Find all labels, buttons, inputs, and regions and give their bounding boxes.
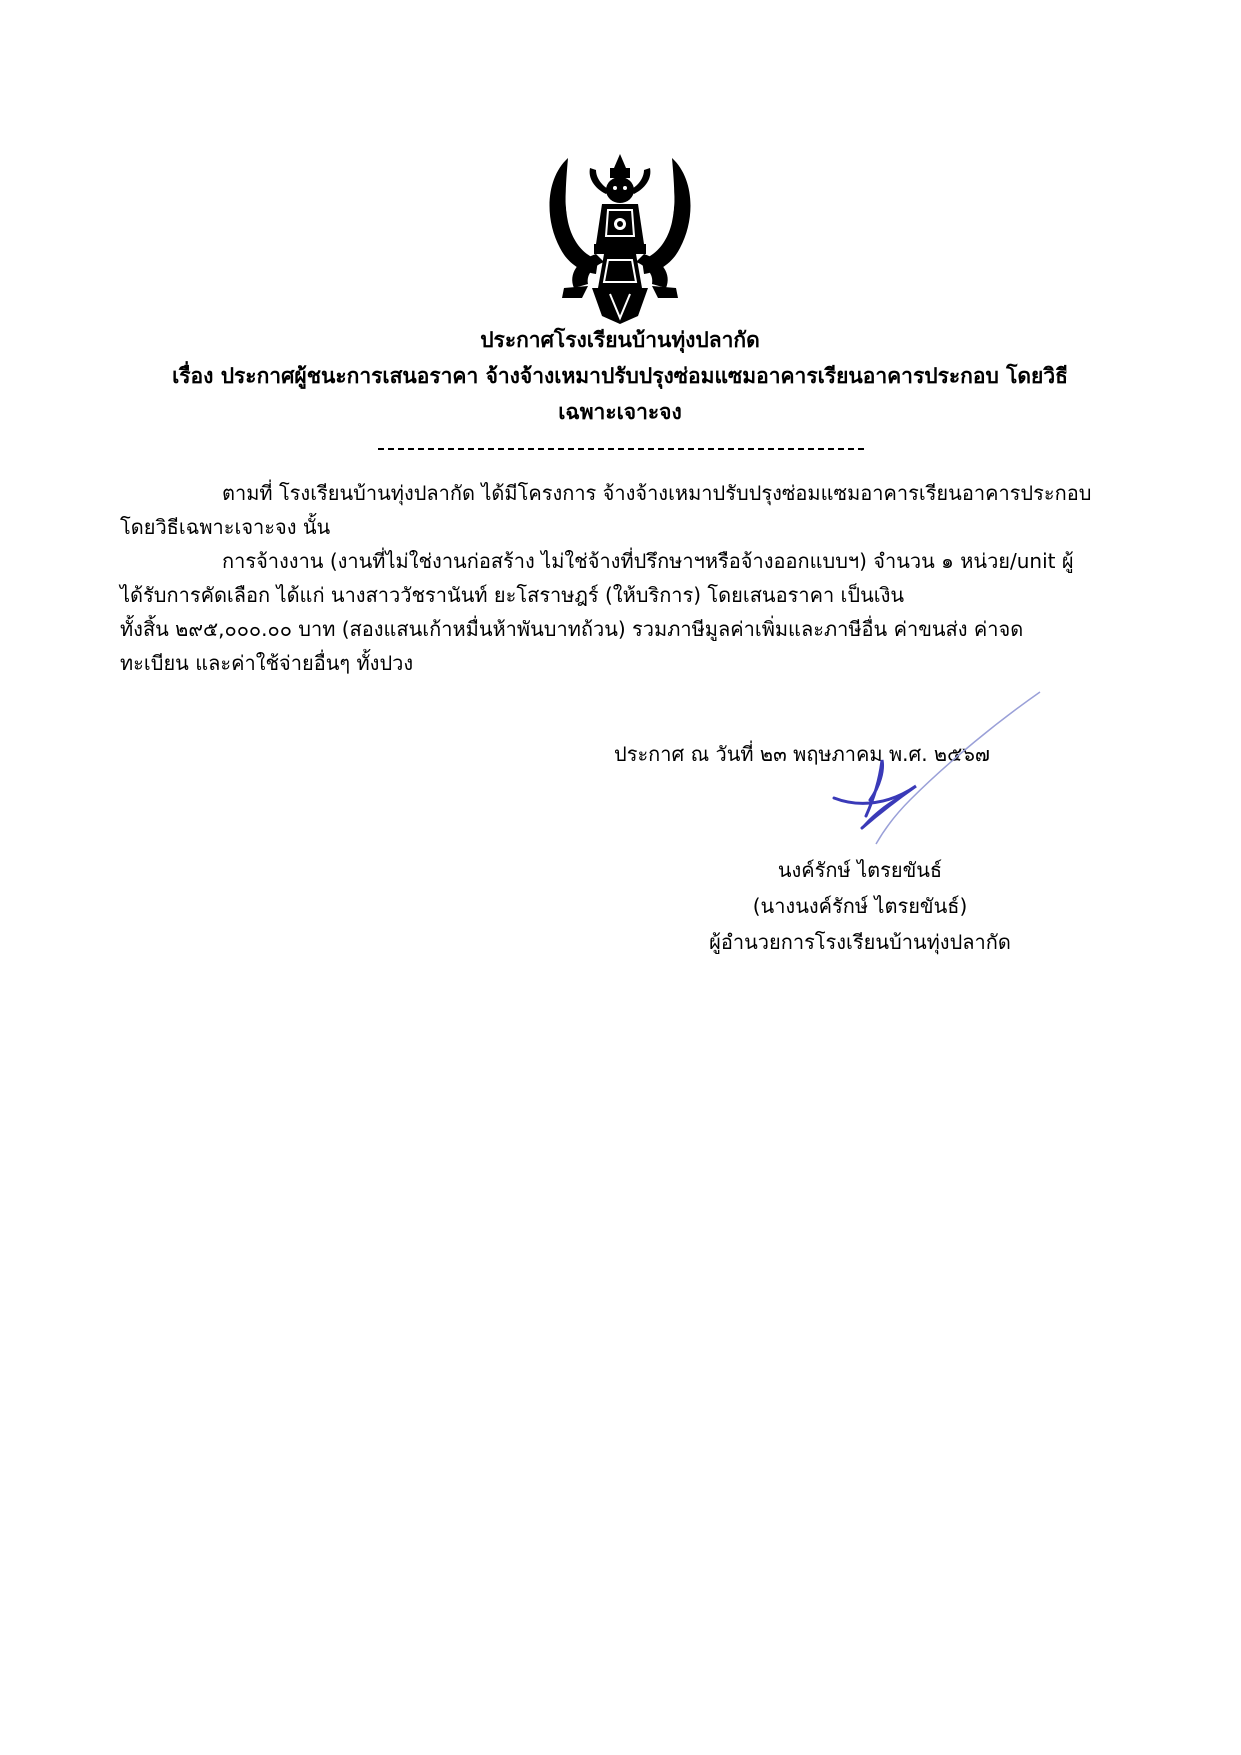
paragraph-2-line-3: ทั้งสิ้น ๒๙๕,๐๐๐.๐๐ บาท (สองแสนเก้าหมื่นห้าพันบาทถ้วน) รวมภาษีมูลค่าเพิ่มและภาษีอื่น ค่าขนส่ง ค่าจด bbox=[120, 617, 1024, 641]
paragraph-2-line-2: ได้รับการคัดเลือก ได้แก่ นางสาววัชรานันท์ ยะโสราษฎร์ (ให้บริการ) โดยเสนอราคา เป็นเงิน bbox=[120, 583, 905, 607]
title-line-1: ประกาศโรงเรียนบ้านทุ่งปลากัด bbox=[480, 328, 760, 352]
title-line-2: เรื่อง ประกาศผู้ชนะการเสนอราคา จ้างจ้างเหมาปรับปรุงซ่อมแซมอาคารเรียนอาคารประกอบ โดยวิธี bbox=[172, 364, 1068, 388]
signer-name: นงค์รักษ์ ไตรยขันธ์ bbox=[777, 858, 943, 882]
paragraph-2-line-4: ทะเบียน และค่าใช้จ่ายอื่นๆ ทั้งปวง bbox=[120, 651, 414, 675]
announcement-date: ประกาศ ณ วันที่ ๒๓ พฤษภาคม พ.ศ. ๒๕๖๗ bbox=[614, 742, 990, 766]
title-line-3: เฉพาะเจาะจง bbox=[558, 400, 682, 424]
document-body bbox=[120, 476, 1110, 680]
handwritten-signature-icon bbox=[800, 690, 1050, 850]
title-divider bbox=[378, 448, 864, 450]
paragraph-1-line-1: ตามที่ โรงเรียนบ้านทุ่งปลากัด ได้มีโครงการ จ้างจ้างเหมาปรับปรุงซ่อมแซมอาคารเรียนอาคารประกอบ bbox=[222, 481, 1092, 505]
paragraph-1-line-2: โดยวิธีเฉพาะเจาะจง นั้น bbox=[120, 515, 331, 539]
garuda-emblem-icon bbox=[538, 148, 702, 324]
paragraph-2-line-1: การจ้างงาน (งานที่ไม่ใช่งานก่อสร้าง ไม่ใช่จ้างที่ปรึกษาฯหรือจ้างออกแบบฯ) จำนวน ๑ หน่วย/unit ผู้ bbox=[222, 549, 1074, 573]
signer-block bbox=[700, 852, 1020, 960]
signer-position: ผู้อำนวยการโรงเรียนบ้านทุ่งปลากัด bbox=[709, 930, 1011, 954]
signer-full-name: (นางนงค์รักษ์ ไตรยขันธ์) bbox=[752, 894, 968, 918]
document-title bbox=[120, 322, 1120, 430]
